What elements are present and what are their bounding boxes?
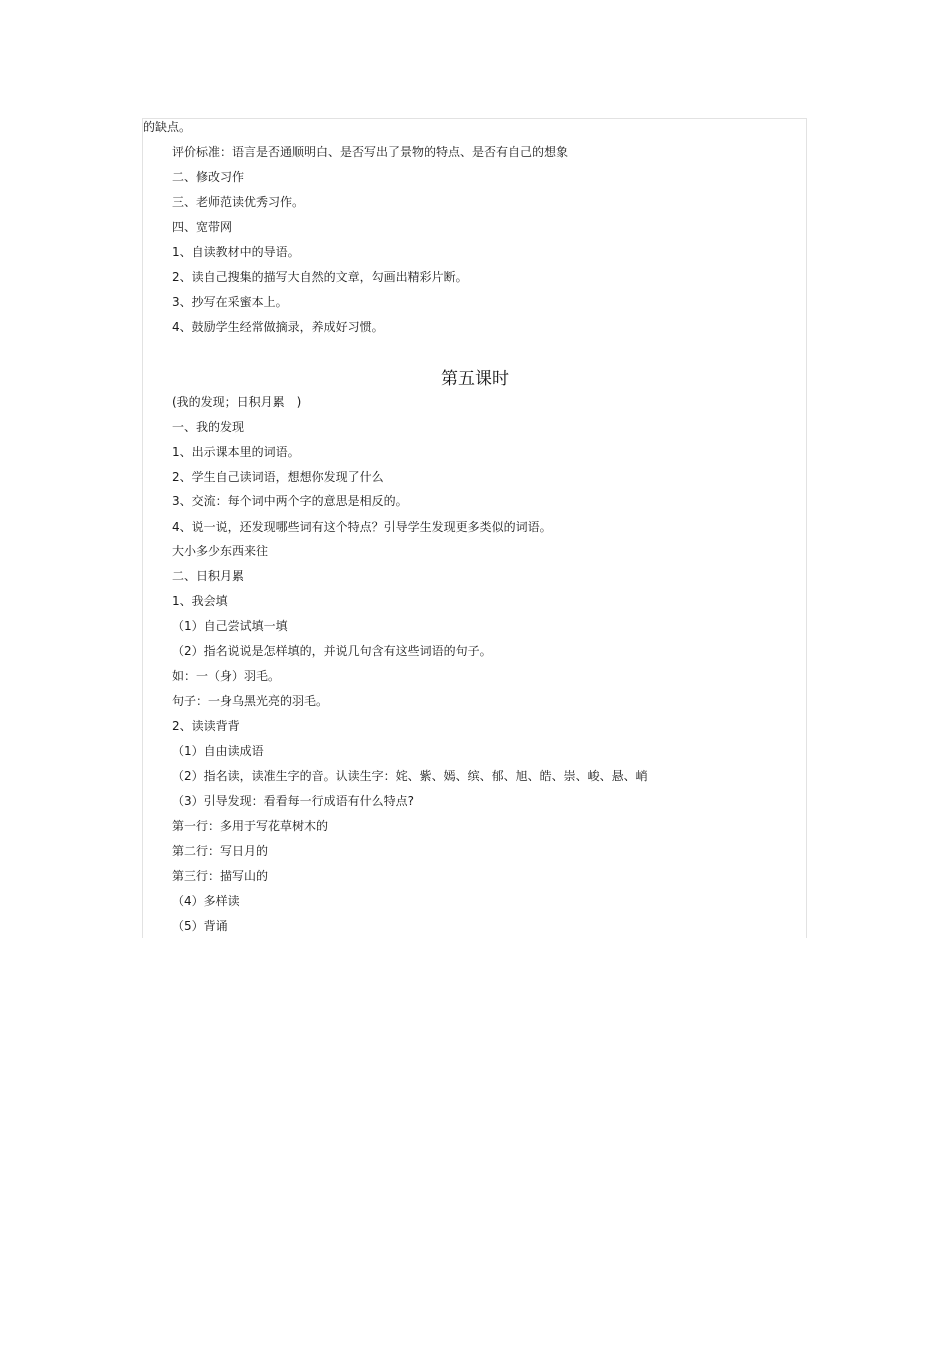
text-line: 大小多少东西来往 [172,544,269,558]
section-title: 第五课时 [441,369,509,389]
text-line: 二、修改习作 [172,170,245,184]
text-line: 3、交流：每个词中两个字的意思是相反的。 [172,494,408,508]
text-line: 二、日积月累 [172,569,245,583]
text-line: 2、读自己搜集的描写大自然的文章，勾画出精彩片断。 [172,270,468,284]
text-line: 第二行：写日月的 [172,844,269,858]
text-line: 三、老师范读优秀习作。 [172,195,305,209]
text-line: （3）引导发现：看看每一行成语有什么特点? [172,794,415,808]
text-line: 一、我的发现 [172,420,245,434]
text-line: 3、抄写在采蜜本上。 [172,295,288,309]
text-line: 1、我会填 [172,594,228,608]
text-line: 1、出示课本里的词语。 [172,445,300,459]
text-line: 第三行：描写山的 [172,869,269,883]
text-line: 的缺点。 [143,120,192,134]
text-line: 四、宽带网 [172,220,233,234]
text-line: 第一行：多用于写花草树木的 [172,819,329,833]
text-line: 如：一（身）羽毛。 [172,669,281,683]
text-line: （4）多样读 [172,894,240,908]
text-line: 2、学生自己读词语，想想你发现了什么 [172,470,384,484]
text-line: 1、自读教材中的导语。 [172,245,300,259]
text-line: （2）指名读，读准生字的音。认读生字：姹、紫、嫣、缤、郁、旭、皓、崇、峻、悬、峭 [172,769,648,783]
text-line: 句子：一身乌黑光亮的羽毛。 [172,694,329,708]
text-line: （5）背诵 [172,919,228,933]
text-line: （2）指名说说是怎样填的，并说几句含有这些词语的句子。 [172,644,492,658]
text-line: 评价标准：语言是否通顺明白、是否写出了景物的特点、是否有自己的想象 [172,145,569,159]
text-line: (我的发现；日积月累 ) [172,395,302,409]
text-line: （1）自己尝试填一填 [172,619,288,633]
text-line: 4、说一说，还发现哪些词有这个特点？引导学生发现更多类似的词语。 [172,520,552,534]
text-line: （1）自由读成语 [172,744,264,758]
text-line: 4、鼓励学生经常做摘录，养成好习惯。 [172,320,384,334]
text-line: 2、读读背背 [172,719,240,733]
